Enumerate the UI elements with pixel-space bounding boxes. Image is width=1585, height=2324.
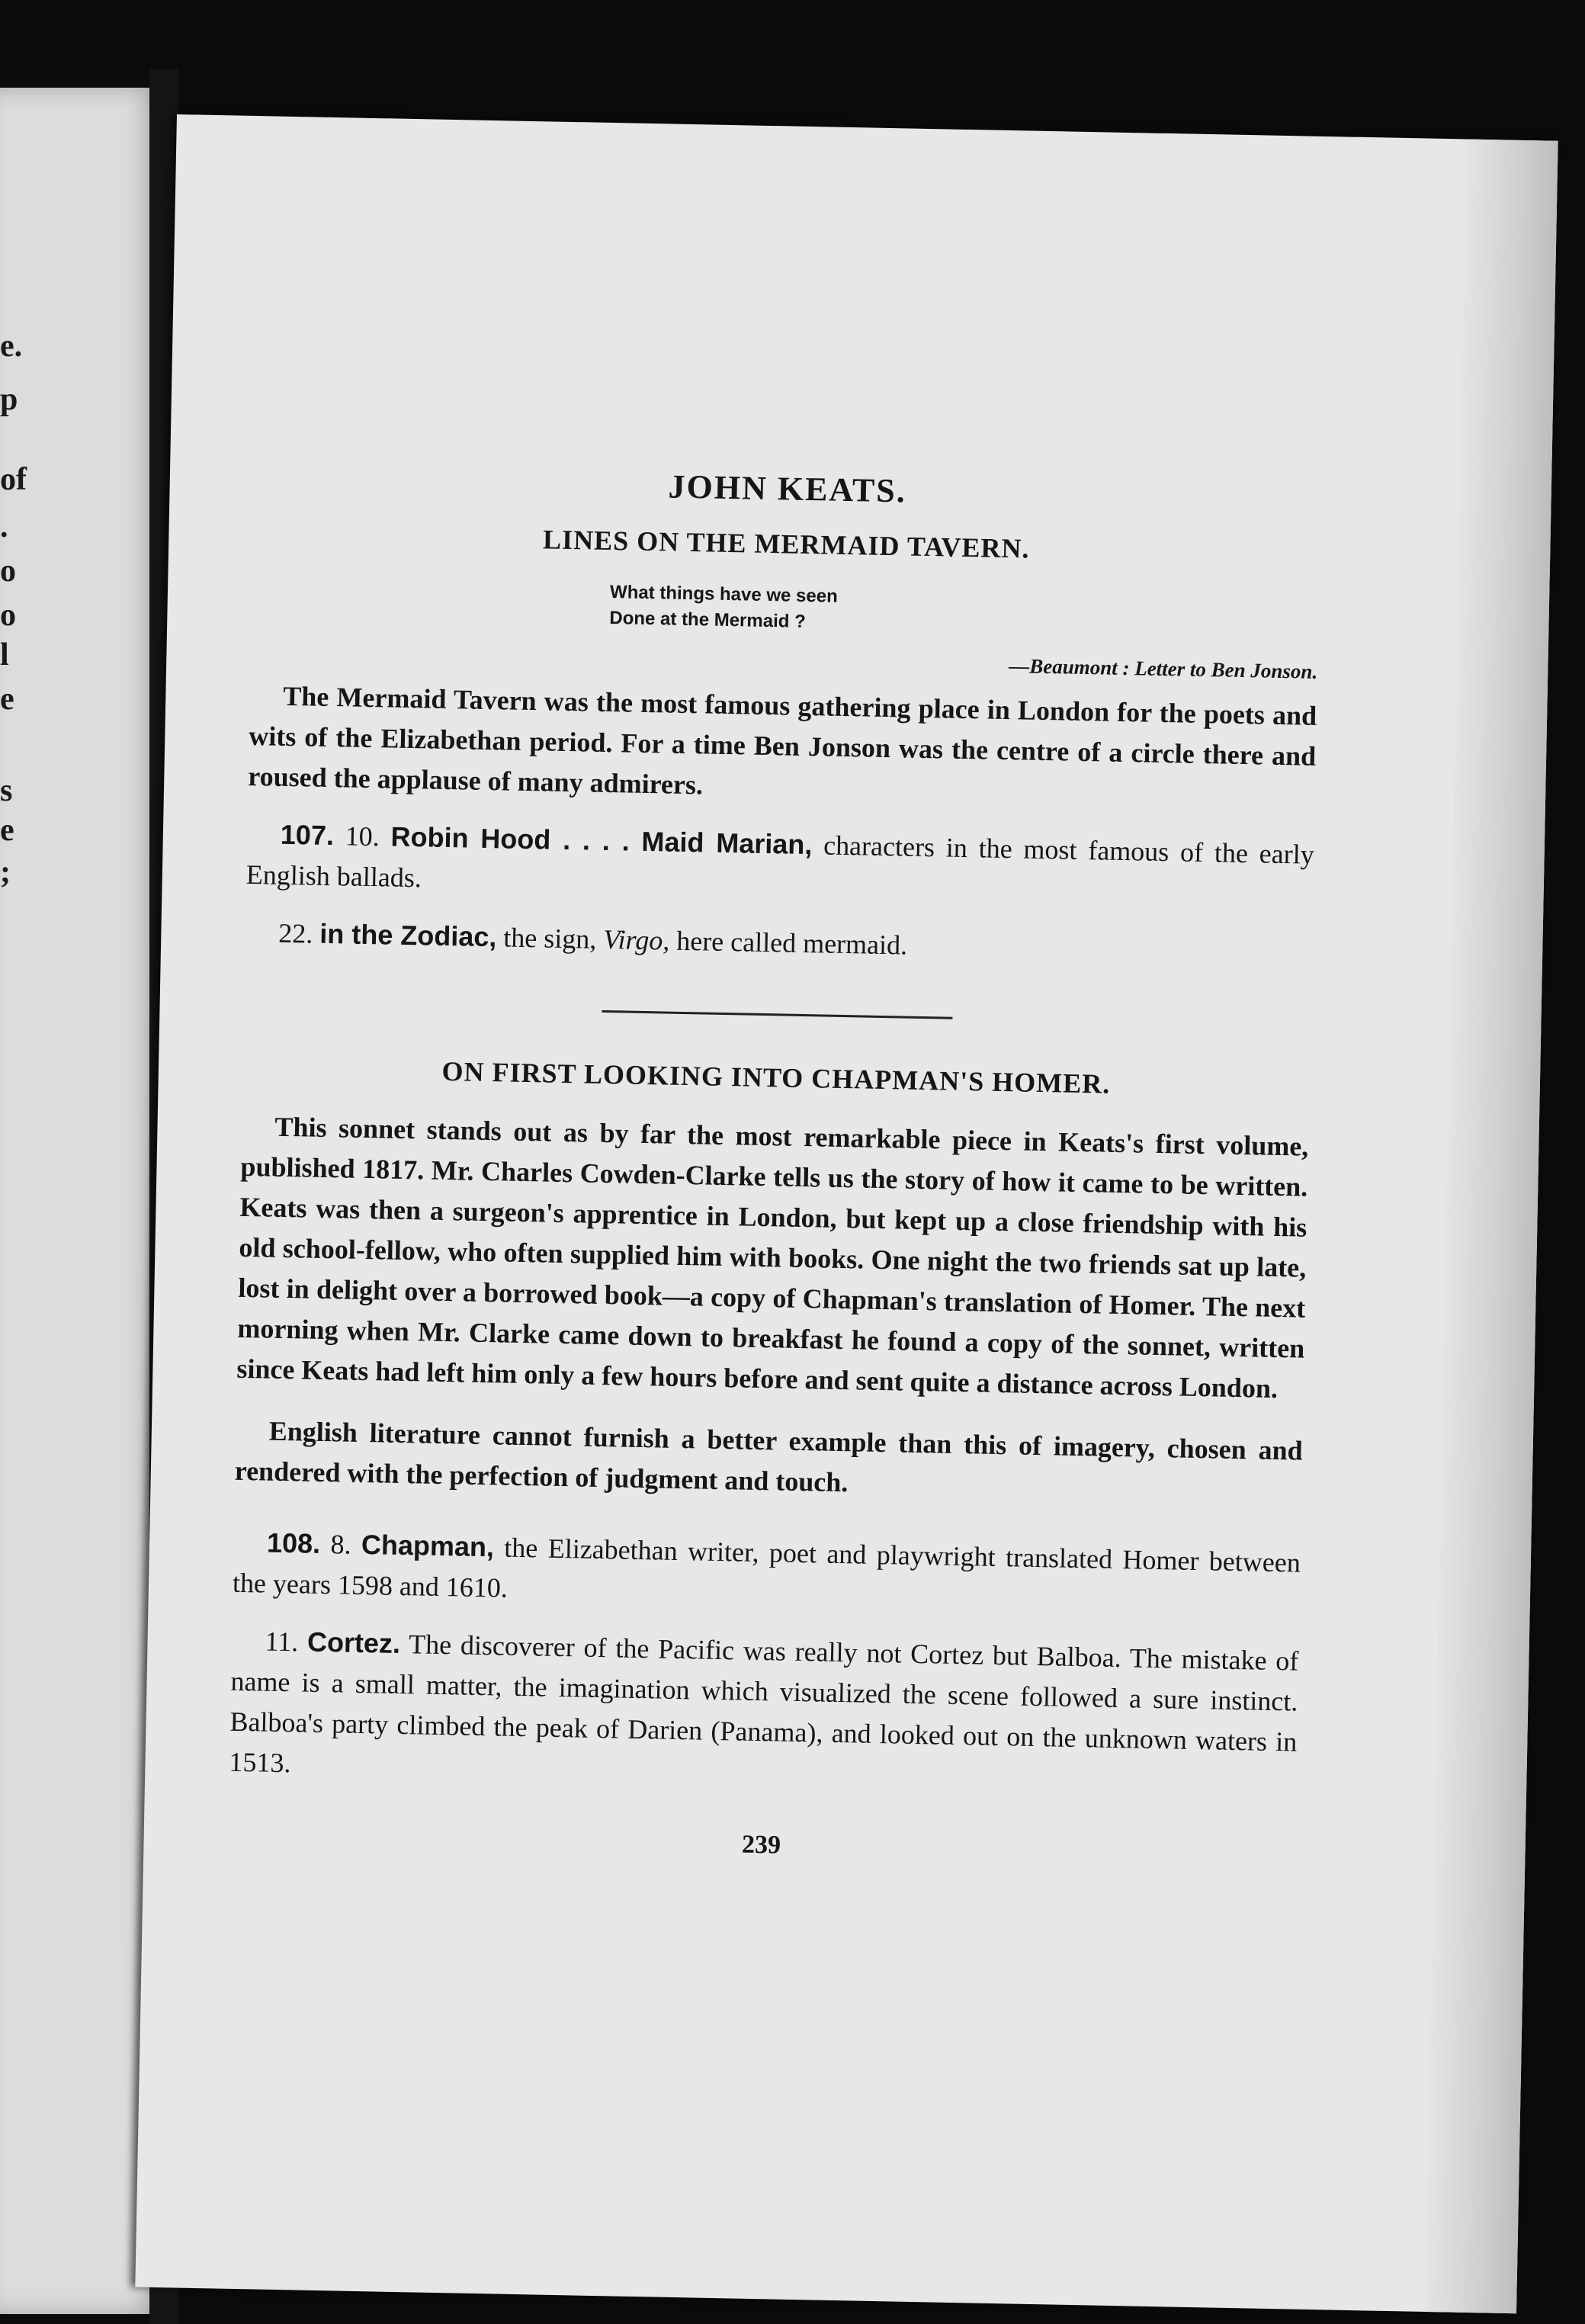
note-text: the sign, <box>502 922 597 955</box>
note-text: The discoverer of the Pacific was really not Cortez but Balboa. The mistake of name is a small matter, the imagination which visualized the scene followed a sure instinct. Balboa's party climbed the peak of Darien (Panama), and looked out on the unknown waters in 1513. <box>229 1629 1299 1779</box>
epigraph-attribution: —Beaumont : Letter to Ben Jonson. <box>1008 654 1318 683</box>
section-divider-rule <box>602 1010 952 1019</box>
book-page <box>135 114 1558 2313</box>
chapman-paragraph-1: This sonnet stands out as by far the most remarkable piece in Keats's first volume, published 1817. Mr. Charles Cowden-Clarke tells us the story of how it came to be written. Keats was then a surgeon's apprentice in London, but kept up a close friendship with his old school-fellow, who often supplied him with books. One night the two friends sat up late, lost in delight over a borrowed book—a copy of Chapman's translation of Homer. The next morning when Mr. Clarke came down to breakfast he found a copy of the sonnet, written since Keats had left him only a few hours before and sent quite a distance across London. <box>236 1111 1309 1404</box>
note-text: the Elizabethan writer, poet and playwright translated Homer between the years 1598 and 1610. <box>232 1532 1301 1603</box>
left-page-fragment: e <box>0 813 14 848</box>
left-page-fragment: . <box>0 509 8 544</box>
page-number: 239 <box>741 1830 781 1860</box>
note-page-number: 108. <box>266 1526 321 1559</box>
note-line-number: 11. <box>265 1626 299 1658</box>
chapman-paragraph-2: English literature cannot furnish a better example than this of imagery, chosen and rendered with the perfection of judgment and touch. <box>234 1415 1304 1498</box>
note-text: characters in the most famous of the early English ballads. <box>245 830 1315 894</box>
note-lemma: Cortez. <box>306 1626 401 1659</box>
note-text: here called mermaid. <box>675 925 908 961</box>
left-page-fragment: of <box>0 462 27 497</box>
left-page-fragment: e. <box>0 329 23 364</box>
note-line-number: 8. <box>330 1529 351 1560</box>
epigraph-line: Done at the Mermaid ? <box>609 608 807 632</box>
left-page-fragment: e <box>0 682 14 717</box>
epigraph <box>609 579 1319 645</box>
left-page-fragment: p <box>0 382 18 417</box>
left-page-fragment: ; <box>0 855 11 890</box>
note-line-number: 22. <box>278 917 313 949</box>
epigraph-line: What things have we seen <box>609 582 839 607</box>
note-italic-term: Virgo, <box>602 923 670 956</box>
note-cortez <box>229 1620 1299 1803</box>
note-zodiac <box>245 912 1313 974</box>
note-lemma: Robin Hood . . . . Maid Marian, <box>390 820 813 861</box>
note-lemma: in the Zodiac, <box>319 917 497 953</box>
page-edge-shading <box>1425 139 1558 2313</box>
left-page-fragment: o <box>0 554 16 589</box>
note-robin-hood <box>245 814 1314 916</box>
left-facing-page <box>0 88 162 2314</box>
left-page-fragment: s <box>0 773 13 808</box>
section-title-chapman: ON FIRST LOOKING INTO CHAPMAN'S HOMER. <box>441 1055 1111 1099</box>
note-line-number: 10. <box>345 820 380 852</box>
note-lemma: Chapman, <box>361 1528 495 1563</box>
note-page-number: 107. <box>280 818 335 852</box>
mermaid-intro-paragraph: The Mermaid Tavern was the most famous gathering place in London for the poets and wits of the Elizabethan period. For a time Ben Jonson was the centre of a circle there and roused the applause of many admirers. <box>247 680 1317 801</box>
left-page-fragment: l <box>0 637 9 672</box>
page-content <box>227 459 1321 1870</box>
left-page-fragment: o <box>0 598 16 633</box>
note-chapman <box>233 1522 1301 1624</box>
section-title-mermaid: LINES ON THE MERMAID TAVERN. <box>542 524 1030 564</box>
author-heading: JOHN KEATS. <box>668 467 907 510</box>
